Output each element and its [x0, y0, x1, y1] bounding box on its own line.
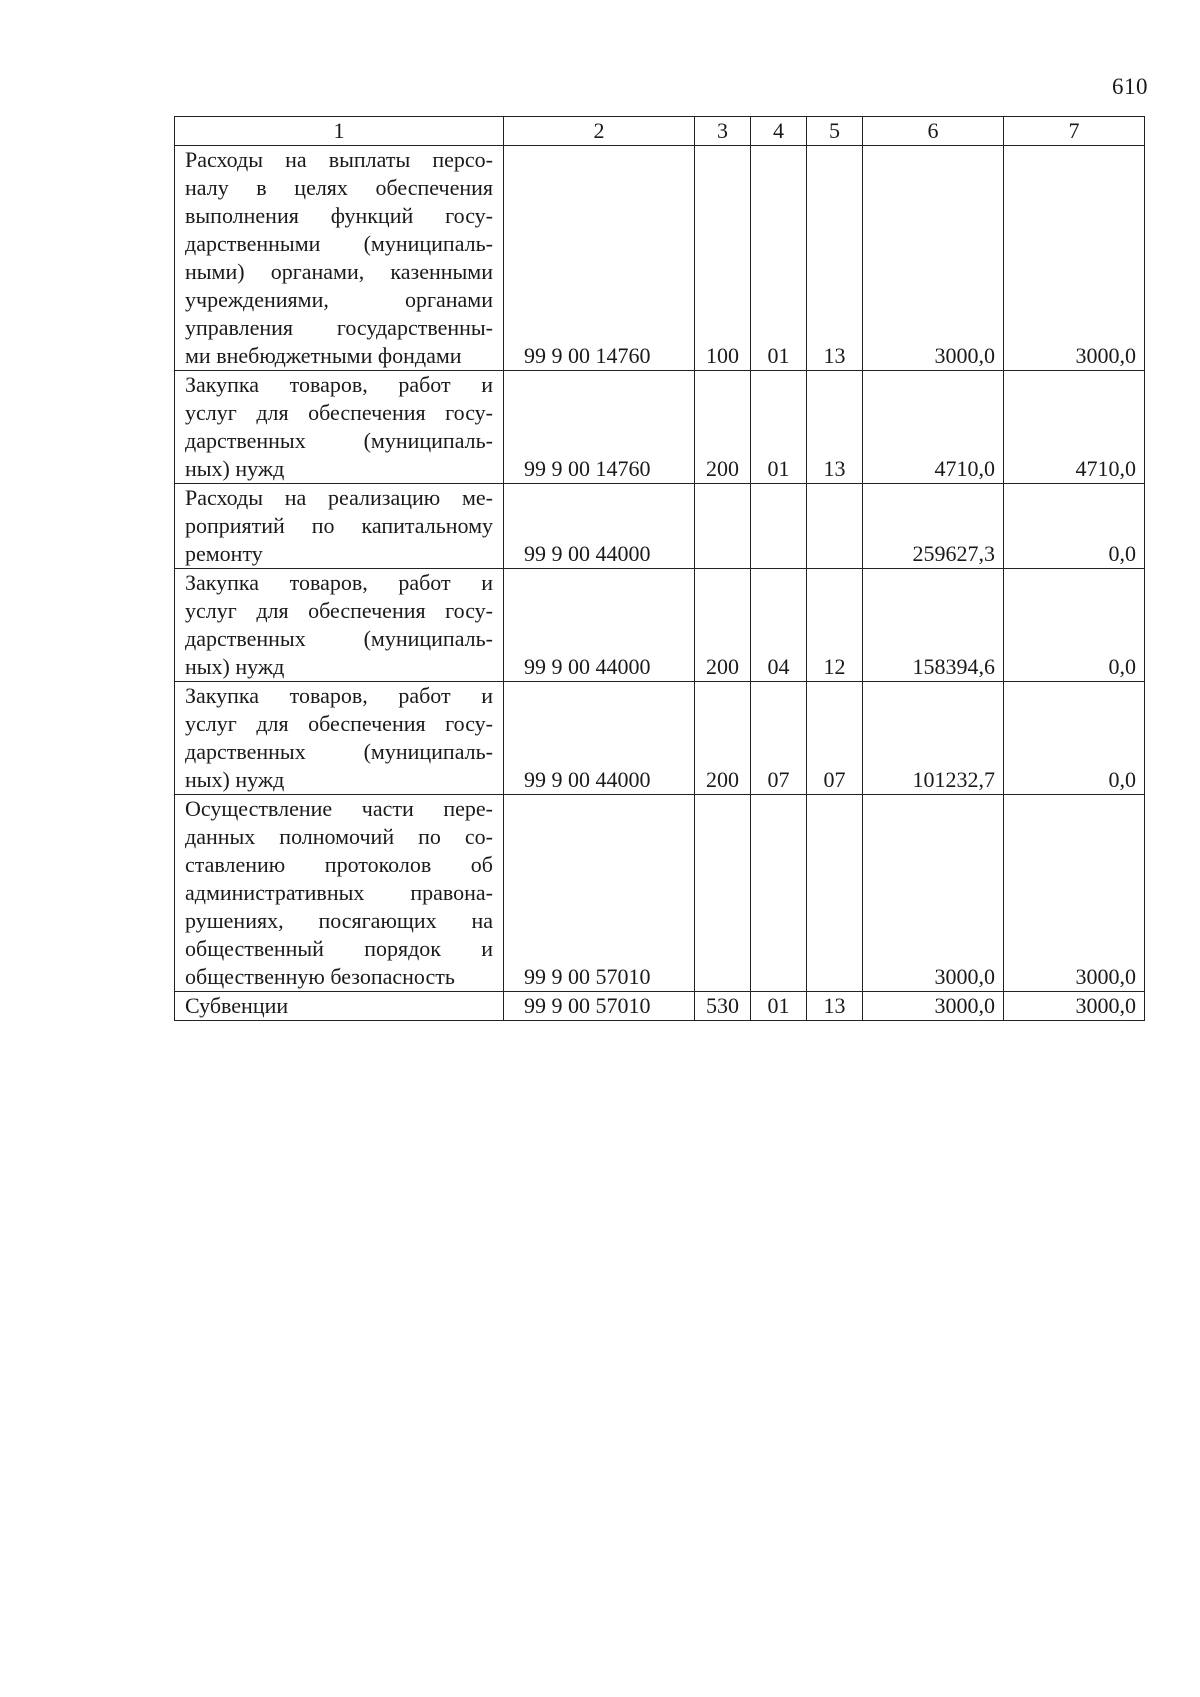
table-row: [175, 569, 1145, 682]
row-description-line: ных) нужд: [185, 456, 285, 481]
row-description-line: учреждениями, органами: [185, 287, 493, 312]
row-description-line: дарственных (муниципаль-: [185, 739, 493, 764]
budget-table: [174, 116, 1145, 1021]
row-description-line: рушениях, посягающих на: [185, 908, 493, 933]
row-code: 99 9 00 14760: [504, 371, 695, 484]
row-description: [175, 682, 504, 795]
row-description-line: дарственных (муниципаль-: [185, 626, 493, 651]
row-description-line: Расходы на реализацию ме-: [185, 485, 493, 510]
row-description-line: ми внебюджетными фондами: [185, 343, 462, 368]
row-section: 01: [751, 371, 807, 484]
row-description-line: Закупка товаров, работ и: [185, 683, 493, 708]
column-header-5: 5: [807, 117, 863, 146]
row-description: [175, 992, 504, 1021]
row-description-line: дарственными (муниципаль-: [185, 231, 493, 256]
row-description-line: управления государственны-: [185, 315, 493, 340]
row-amount-col7: 3000,0: [1004, 146, 1145, 371]
row-expense-type: 100: [695, 146, 751, 371]
row-expense-type: [695, 795, 751, 992]
row-amount-col7: 0,0: [1004, 484, 1145, 569]
row-description-line: Осуществление части пере-: [185, 796, 493, 821]
row-description: [175, 569, 504, 682]
row-description-line: ставлению протоколов об: [185, 852, 493, 877]
row-amount-col6: 158394,6: [863, 569, 1004, 682]
table-row: [175, 371, 1145, 484]
row-code: 99 9 00 44000: [504, 484, 695, 569]
table-header-row: [175, 117, 1145, 146]
row-description-line: налу в целях обеспечения: [185, 175, 493, 200]
row-description-line: услуг для обеспечения госу-: [185, 598, 493, 623]
row-amount-col7: 0,0: [1004, 682, 1145, 795]
row-description-line: общественную безопасность: [185, 964, 455, 989]
row-expense-type: 530: [695, 992, 751, 1021]
page-number: 610: [1112, 74, 1148, 99]
row-description-line: ных) нужд: [185, 654, 285, 679]
row-code: 99 9 00 14760: [504, 146, 695, 371]
row-amount-col6: 4710,0: [863, 371, 1004, 484]
row-amount-col6: 3000,0: [863, 146, 1004, 371]
row-expense-type: 200: [695, 682, 751, 795]
row-subsection: 13: [807, 146, 863, 371]
row-description-line: ремонту: [185, 541, 263, 566]
column-header-7: 7: [1004, 117, 1145, 146]
row-code: 99 9 00 57010: [504, 992, 695, 1021]
row-description-line: общественный порядок и: [185, 936, 493, 961]
row-description-line: ными) органами, казенными: [185, 259, 493, 284]
row-description-line: административных правона-: [185, 880, 493, 905]
row-expense-type: [695, 484, 751, 569]
row-amount-col6: 3000,0: [863, 992, 1004, 1021]
row-description-line: услуг для обеспечения госу-: [185, 711, 493, 736]
column-header-1: 1: [175, 117, 504, 146]
row-section: 01: [751, 146, 807, 371]
row-description-line: Расходы на выплаты персо-: [185, 147, 493, 172]
table-row: [175, 484, 1145, 569]
row-section: 01: [751, 992, 807, 1021]
row-description-line: Субвенции: [185, 993, 289, 1018]
row-description-line: ных) нужд: [185, 767, 285, 792]
row-amount-col6: 101232,7: [863, 682, 1004, 795]
row-amount-col7: 4710,0: [1004, 371, 1145, 484]
row-amount-col7: 0,0: [1004, 569, 1145, 682]
table-row: [175, 795, 1145, 992]
row-description-line: роприятий по капитальному: [185, 513, 493, 538]
row-description-line: выполнения функций госу-: [185, 203, 493, 228]
row-expense-type: 200: [695, 569, 751, 682]
row-amount-col7: 3000,0: [1004, 795, 1145, 992]
table-row: [175, 146, 1145, 371]
row-description-line: Закупка товаров, работ и: [185, 570, 493, 595]
row-description-line: Закупка товаров, работ и: [185, 372, 493, 397]
row-code: 99 9 00 44000: [504, 569, 695, 682]
row-expense-type: 200: [695, 371, 751, 484]
table-row: [175, 992, 1145, 1021]
row-amount-col6: 259627,3: [863, 484, 1004, 569]
row-subsection: [807, 795, 863, 992]
row-description: [175, 484, 504, 569]
row-subsection: 12: [807, 569, 863, 682]
row-description-line: данных полномочий по со-: [185, 824, 493, 849]
row-section: [751, 484, 807, 569]
row-section: 04: [751, 569, 807, 682]
row-section: [751, 795, 807, 992]
column-header-6: 6: [863, 117, 1004, 146]
row-description-line: услуг для обеспечения госу-: [185, 400, 493, 425]
row-description: [175, 795, 504, 992]
row-amount-col6: 3000,0: [863, 795, 1004, 992]
column-header-4: 4: [751, 117, 807, 146]
row-subsection: 07: [807, 682, 863, 795]
row-code: 99 9 00 57010: [504, 795, 695, 992]
row-amount-col7: 3000,0: [1004, 992, 1145, 1021]
row-subsection: [807, 484, 863, 569]
row-section: 07: [751, 682, 807, 795]
column-header-2: 2: [504, 117, 695, 146]
row-description: [175, 146, 504, 371]
table-row: [175, 682, 1145, 795]
row-description-line: дарственных (муниципаль-: [185, 428, 493, 453]
row-code: 99 9 00 44000: [504, 682, 695, 795]
column-header-3: 3: [695, 117, 751, 146]
row-subsection: 13: [807, 371, 863, 484]
row-description: [175, 371, 504, 484]
row-subsection: 13: [807, 992, 863, 1021]
